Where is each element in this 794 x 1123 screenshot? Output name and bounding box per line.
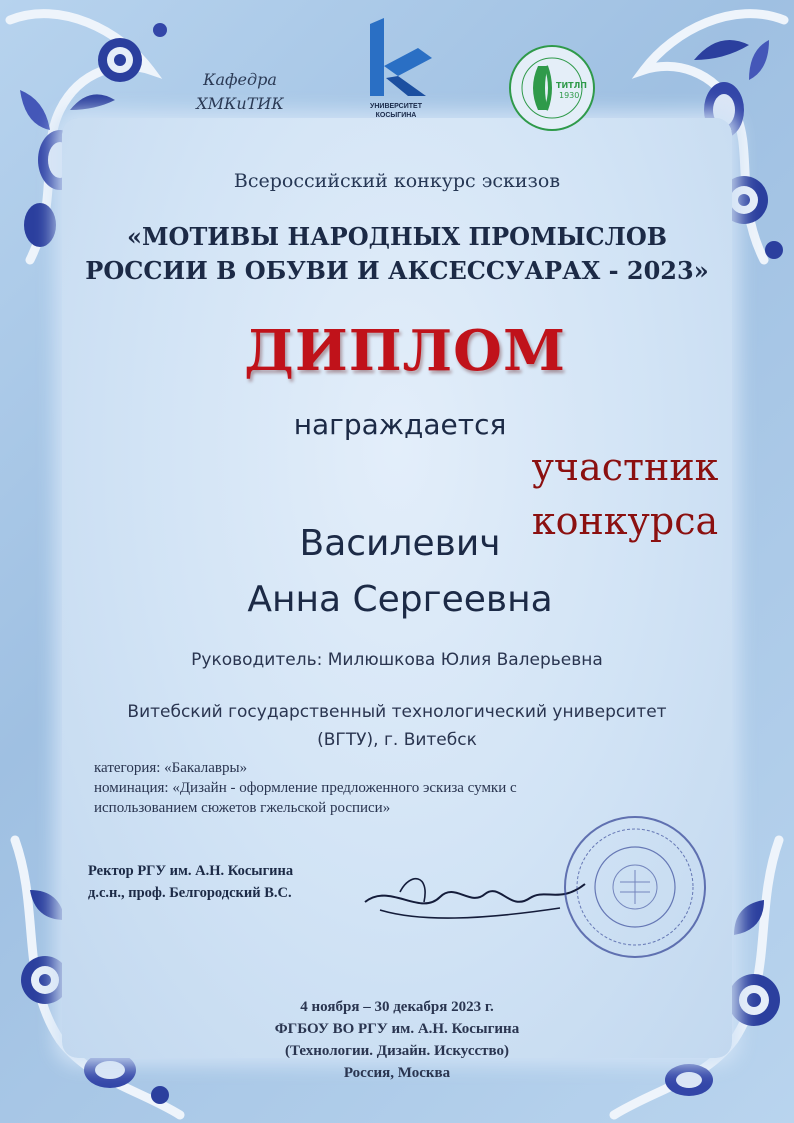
kosygin-k-icon <box>356 18 436 102</box>
footer-motto: (Технологии. Дизайн. Искусство) <box>285 1043 509 1059</box>
rector-signatory <box>88 860 388 904</box>
department-caption <box>180 68 300 116</box>
tig-institute-logo <box>508 44 596 132</box>
status-line2: конкурса <box>531 499 719 543</box>
official-stamp <box>560 812 710 962</box>
kosygin-logo-line1: УНИВЕРСИТЕТ <box>370 103 422 110</box>
university-line2: (ВГТУ), г. Витебск <box>317 730 477 750</box>
category-line: категория: «Бакалавры» <box>94 760 248 776</box>
recipient-given-names: Анна Сергеевна <box>247 579 553 620</box>
contest-title <box>40 220 754 288</box>
recipient-name <box>150 516 650 628</box>
recipient-surname: Василевич <box>299 523 501 564</box>
footer-dates: 4 ноября – 30 декабря 2023 г. <box>300 999 494 1015</box>
status-line1: участник <box>531 445 719 489</box>
rector-title: Ректор РГУ им. А.Н. Косыгина <box>88 863 294 879</box>
kosygin-university-logo <box>356 18 436 128</box>
svg-text:ТИТЛП: ТИТЛП <box>556 81 587 90</box>
university-line1: Витебский государственный технологический университет <box>127 702 667 722</box>
svg-text:1930: 1930 <box>559 91 580 100</box>
supervisor-line: Руководитель: Милюшкова Юлия Валерьевна <box>191 650 603 670</box>
department-line1: Кафедра <box>203 70 277 89</box>
tig-seal-icon <box>508 44 596 132</box>
nomination-line1: номинация: «Дизайн - оформление предложенного эскиза сумки с <box>94 780 517 796</box>
awarded-label: награждается <box>293 408 507 441</box>
nomination-line2: использованием сюжетов гжельской росписи» <box>94 800 391 816</box>
category-nomination-block <box>94 758 694 818</box>
contest-subtitle: Всероссийский конкурс эскизов <box>233 170 561 192</box>
rector-name: д.с.н., проф. Белгородский В.С. <box>88 885 292 901</box>
contest-title-line1: «МОТИВЫ НАРОДНЫХ ПРОМЫСЛОВ <box>126 222 668 251</box>
footer-location: Россия, Москва <box>343 1065 451 1081</box>
footer-organization: ФГБОУ ВО РГУ им. А.Н. Косыгина <box>274 1021 520 1037</box>
diploma-heading: ДИПЛОМ <box>244 318 566 384</box>
footer-block <box>200 996 594 1084</box>
handwritten-signature <box>360 862 590 932</box>
kosygin-logo-line2: КОСЫГИНА <box>375 112 417 119</box>
contest-title-line2: РОССИИ В ОБУВИ И АКСЕССУАРАХ - 2023» <box>85 256 709 285</box>
university-block <box>60 698 734 754</box>
department-line2: ХМКиТИК <box>196 94 284 113</box>
